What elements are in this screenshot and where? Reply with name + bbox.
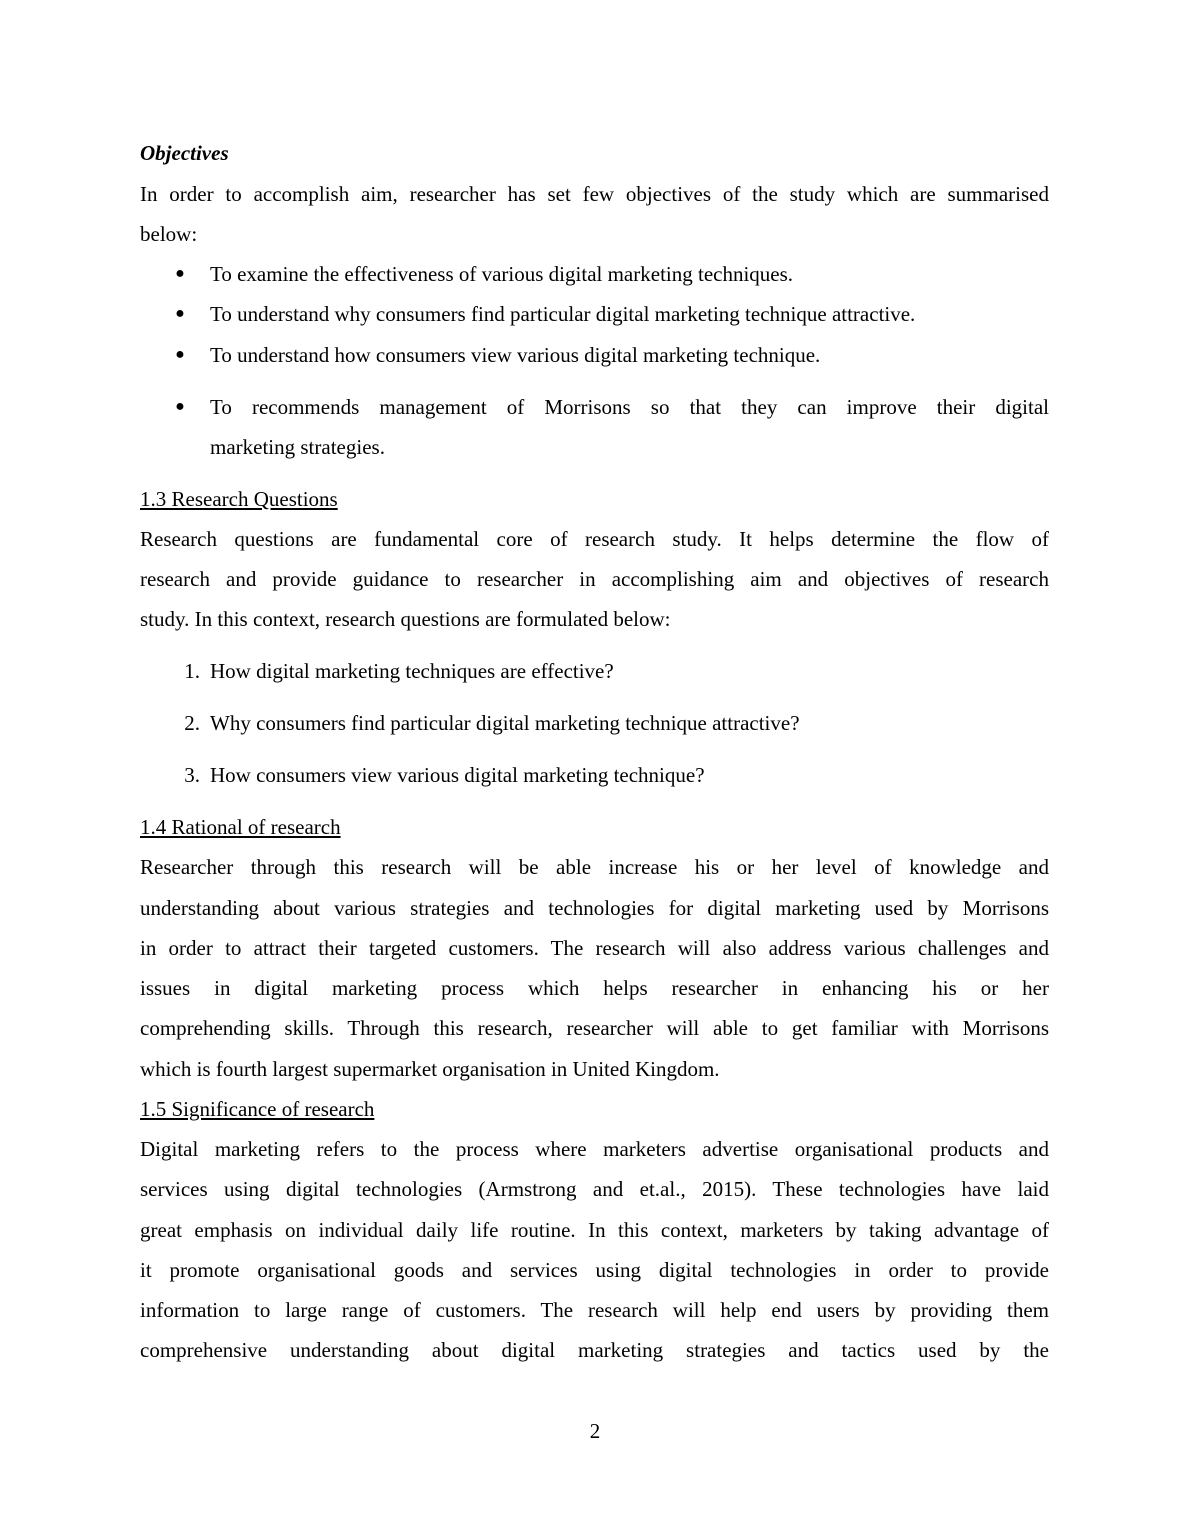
paragraph-line: which is fourth largest supermarket organisation in United Kingdom. [140,1057,720,1081]
objective-item: To understand how consumers view various digital marketing technique. [210,343,821,367]
bullet-icon: ● [175,265,185,282]
paragraph-line: comprehending skills. Through this research, researcher will able to get familiar with Morrisons [140,1016,1049,1040]
objectives-intro-line: below: [140,222,198,246]
objectives-heading: Objectives [140,141,229,165]
paragraph-line: it promote organisational goods and services using digital technologies in order to provide [140,1258,1049,1282]
research-question-item: Why consumers find particular digital marketing technique attractive? [210,711,800,735]
bullet-icon: ● [175,398,185,415]
research-question-item: How consumers view various digital marketing technique? [210,763,705,787]
paragraph-line: research and provide guidance to researcher in accomplishing aim and objectives of research [140,567,1049,591]
objective-item: To understand why consumers find particular digital marketing technique attractive. [210,302,916,326]
paragraph-line: issues in digital marketing process which helps researcher in enhancing his or her [140,976,1049,1000]
section-heading-rational: 1.4 Rational of research [140,815,341,839]
objective-item-continued: marketing strategies. [210,435,385,459]
paragraph-line: services using digital technologies (Armstrong and et.al., 2015). These technologies have laid [140,1177,1049,1201]
section-heading-research-questions: 1.3 Research Questions [140,487,338,511]
list-number: 1. [184,659,200,683]
section-heading-significance: 1.5 Significance of research [140,1097,375,1121]
bullet-icon: ● [175,305,185,322]
page-number: 2 [589,1419,601,1443]
paragraph-line: understanding about various strategies and technologies for digital marketing used by Morrisons [140,896,1049,920]
objectives-intro-line: In order to accomplish aim, researcher has set few objectives of the study which are summarised [140,182,1049,206]
paragraph-line: information to large range of customers. The research will help end users by providing them [140,1298,1049,1322]
paragraph-line: Digital marketing refers to the process where marketers advertise organisational products and [140,1137,1049,1161]
list-number: 3. [184,763,200,787]
objective-item: To recommends management of Morrisons so that they can improve their digital [210,395,1049,419]
research-question-item: How digital marketing techniques are effective? [210,659,614,683]
paragraph-line: study. In this context, research questions are formulated below: [140,607,671,631]
list-number: 2. [184,711,200,735]
paragraph-line: in order to attract their targeted customers. The research will also address various challenges and [140,936,1049,960]
paragraph-line: Researcher through this research will be able increase his or her level of knowledge and [140,855,1049,879]
objective-item: To examine the effectiveness of various digital marketing techniques. [210,262,794,286]
paragraph-line: Research questions are fundamental core of research study. It helps determine the flow of [140,527,1049,551]
paragraph-line: comprehensive understanding about digital marketing strategies and tactics used by the [140,1338,1049,1362]
paragraph-line: great emphasis on individual daily life routine. In this context, marketers by taking advantage of [140,1218,1049,1242]
bullet-icon: ● [175,346,185,363]
